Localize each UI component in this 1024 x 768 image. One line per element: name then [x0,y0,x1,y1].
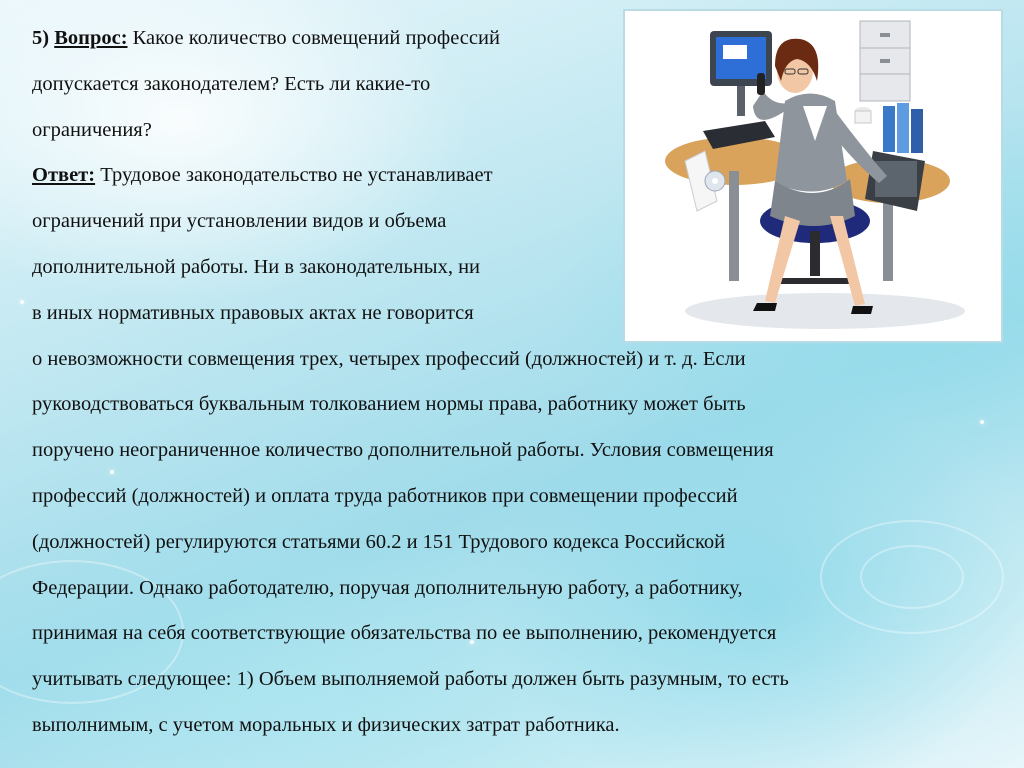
question-label: Вопрос: [54,27,128,49]
question-answer-text [32,16,982,749]
answer-text: дополнительной работы. Ни в законодательных, ни [32,255,481,278]
question-line-1 [32,16,982,62]
question-text: допускается законодателем? Есть ли какие-то [32,72,431,95]
answer-text: о невозможности совмещения трех, четырех профессий (должностей) и т. д. Если [32,347,746,370]
answer-text: Трудовое законодательство не устанавливает [100,164,493,187]
answer-text: принимая на себя соответствующие обязательства по ее выполнению, рекомендуется [32,622,777,645]
answer-text: поручено неограниченное количество дополнительной работы. Условия совмещения [32,439,774,462]
answer-text: в иных нормативных правовых актах не говорится [32,301,474,324]
answer-text: (должностей) регулируются статьями 60.2 и 151 Трудового кодекса Российской [32,530,726,553]
question-text: Какое количество совмещений профессий [132,27,500,49]
answer-text: Федерации. Однако работодателю, поручая дополнительную работу, а работнику, [32,576,743,599]
answer-text: профессий (должностей) и оплата труда работников при совмещении профессий [32,484,738,507]
question-text: ограничения? [32,118,152,141]
answer-text: ограничений при установлении видов и объема [32,210,447,233]
answer-label: Ответ: [32,164,96,187]
answer-text: учитывать следующее: 1) Объем выполняемой работы должен быть разумным, то есть [32,668,789,691]
answer-line-1 [32,153,982,199]
answer-text: руководствоваться буквальным толкованием нормы права, работнику может быть [32,393,746,416]
question-number: 5) [32,27,50,49]
answer-text: выполнимым, с учетом моральных и физических затрат работника. [32,713,620,736]
sparkle-decoration [20,300,24,304]
